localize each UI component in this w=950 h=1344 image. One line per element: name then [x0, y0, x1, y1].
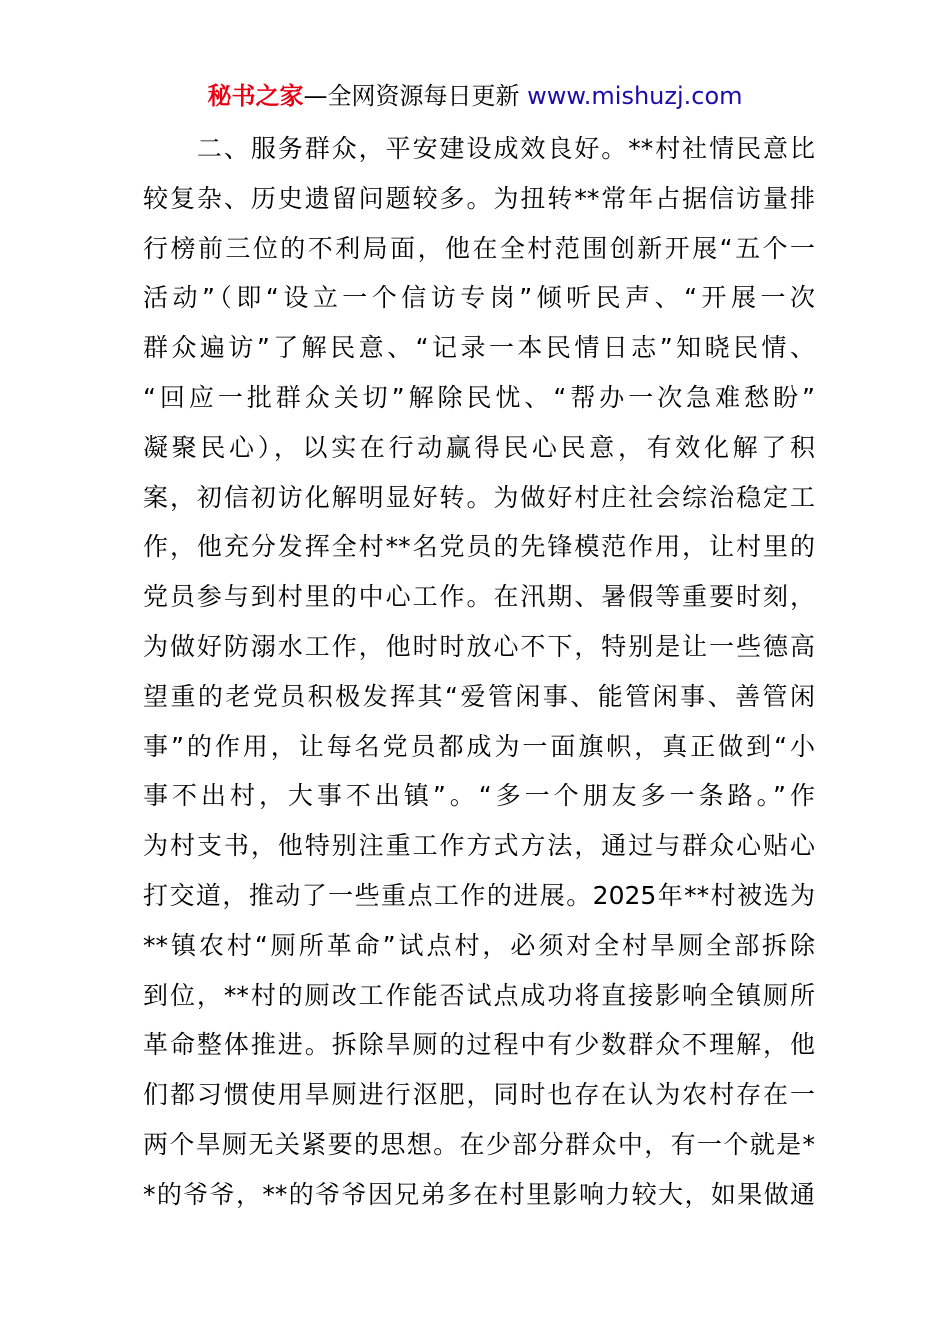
text-line: 打交道，推动了一些重点工作的进展。2025年**村被选为 [143, 880, 815, 910]
text-line: 望重的老党员积极发挥其“爱管闲事、能管闲事、善管闲 [143, 681, 815, 711]
text-line: 为村支书，他特别注重工作方式方法，通过与群众心贴心 [143, 831, 815, 861]
text-line: 事”的作用，让每名党员都成为一面旗帜，真正做到“小 [143, 731, 815, 761]
site-header [0, 78, 950, 114]
text-line: 较复杂、历史遗留问题较多。为扭转**常年占据信访量排 [143, 183, 815, 213]
text-line: 案，初信初访化解明显好转。为做好村庄社会综治稳定工 [143, 482, 815, 512]
text-line: 到位，**村的厕改工作能否试点成功将直接影响全镇厕所 [143, 980, 815, 1010]
text-line: 事不出村，大事不出镇”。“多一个朋友多一条路。”作 [143, 781, 815, 811]
text-line: 群众遍访”了解民意、“记录一本民情日志”知晓民情、 [143, 333, 815, 363]
text-line: “回应一批群众关切”解除民忧、“帮办一次急难愁盼” [143, 382, 815, 412]
text-line: 活动”（即“设立一个信访专岗”倾听民声、“开展一次 [143, 283, 815, 313]
text-line: 们都习惯使用旱厕进行沤肥，同时也存在认为农村存在一 [143, 1080, 815, 1110]
site-tagline: —全网资源每日更新 [303, 82, 528, 110]
text-line: 行榜前三位的不利局面，他在全村范围创新开展“五个一 [143, 233, 815, 263]
site-brand: 秘书之家 [207, 82, 304, 110]
text-line: 为做好防溺水工作，他时时放心不下，特别是让一些德高 [143, 631, 815, 661]
text-line: *的爷爷，**的爷爷因兄弟多在村里影响力较大，如果做通 [143, 1179, 815, 1209]
text-line: 两个旱厕无关紧要的思想。在少部分群众中，有一个就是* [143, 1129, 815, 1159]
text-line: 党员参与到村里的中心工作。在汛期、暑假等重要时刻， [143, 582, 815, 612]
text-line: 革命整体推进。拆除旱厕的过程中有少数群众不理解，他 [143, 1030, 815, 1060]
document-body [143, 124, 815, 1220]
text-line: 二、服务群众，平安建设成效良好。**村社情民意比 [143, 134, 815, 163]
text-line: 作，他充分发挥全村**名党员的先锋模范作用，让村里的 [143, 532, 815, 562]
text-line: 凝聚民心），以实在行动赢得民心民意，有效化解了积 [143, 432, 815, 462]
text-line: **镇农村“厕所革命”试点村，必须对全村旱厕全部拆除 [143, 930, 815, 960]
site-url-link[interactable]: www.mishuzj.com [527, 82, 743, 110]
